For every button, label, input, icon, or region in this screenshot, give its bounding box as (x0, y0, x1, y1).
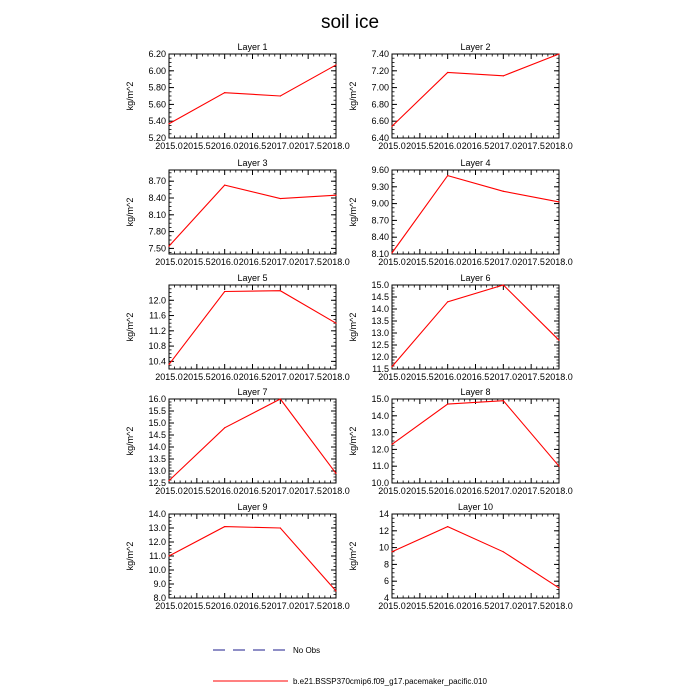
data-point (335, 473, 336, 474)
x-tick-label: 2017.0 (266, 486, 295, 496)
data-point (447, 526, 448, 527)
panel-title: Layer 1 (237, 42, 268, 52)
x-tick-label: 2018.0 (545, 486, 573, 496)
x-tick-label: 2016.5 (238, 486, 267, 496)
y-tick-label: 15.0 (148, 418, 166, 428)
chart-panel-7 (125, 387, 350, 496)
x-tick-label: 2017.0 (266, 257, 295, 267)
x-tick-label: 2016.0 (433, 257, 462, 267)
data-point (391, 252, 392, 253)
y-tick-label: 11.6 (149, 310, 166, 321)
x-tick-label: 2015.0 (378, 257, 406, 267)
x-tick-label: 2015.5 (183, 486, 211, 496)
x-tick-label: 2018.0 (545, 372, 573, 382)
x-tick-label: 2015.5 (183, 601, 211, 611)
chart-panel-1 (125, 42, 350, 151)
x-tick-label: 2015.5 (406, 257, 434, 267)
data-point (224, 185, 225, 186)
x-tick-label: 2016.5 (238, 141, 267, 151)
y-tick-label: 13.0 (371, 427, 389, 438)
x-tick-label: 2016.0 (433, 486, 462, 496)
x-tick-label: 2016.5 (461, 372, 490, 382)
y-axis-label: kg/m^2 (348, 197, 358, 227)
y-tick-label: 12.0 (148, 295, 166, 306)
x-tick-label: 2018.0 (322, 372, 350, 382)
legend-obs-label: No Obs (293, 646, 321, 655)
data-point (503, 551, 504, 552)
figure-title: soil ice (320, 12, 380, 33)
legend-model-label: b.e21.BSSP370cmip6.f09_g17.pacemaker_pacific.010 (293, 677, 487, 686)
y-tick-label: 6.00 (148, 65, 166, 76)
x-tick-label: 2018.0 (545, 257, 573, 267)
x-tick-label: 2016.0 (210, 486, 239, 496)
x-tick-label: 2015.5 (183, 141, 211, 151)
data-point (391, 444, 392, 445)
y-tick-label: 7.80 (148, 226, 166, 237)
series-line (392, 176, 559, 253)
x-tick-label: 2017.0 (489, 372, 518, 382)
data-point (391, 126, 392, 127)
x-tick-label: 2015.0 (378, 141, 406, 151)
y-tick-label: 8.70 (148, 176, 166, 187)
y-tick-label: 6.60 (371, 116, 389, 127)
y-tick-label: 12.0 (371, 444, 389, 455)
y-tick-label: 9.60 (371, 165, 389, 175)
chart-panel-8 (348, 387, 573, 496)
data-point (168, 123, 169, 124)
y-axis-label: kg/m^2 (348, 426, 358, 456)
y-tick-label: 10.8 (148, 341, 166, 352)
panel-title: Layer 2 (460, 42, 491, 52)
panel-title: Layer 4 (460, 158, 491, 168)
x-tick-label: 2015.5 (406, 372, 434, 382)
y-tick-label: 13.5 (148, 454, 166, 464)
data-point (335, 590, 336, 591)
series-line (169, 291, 336, 365)
y-tick-label: 11.0 (372, 461, 389, 472)
y-tick-label: 12.0 (371, 352, 389, 362)
y-tick-label: 14.5 (148, 430, 166, 440)
x-tick-label: 2018.0 (322, 601, 350, 611)
data-point (503, 284, 504, 285)
y-tick-label: 6 (383, 576, 389, 587)
y-tick-label: 15.0 (371, 394, 389, 404)
data-point (224, 92, 225, 93)
data-point (558, 340, 559, 341)
x-tick-label: 2015.5 (183, 257, 211, 267)
plot-frame (169, 54, 336, 138)
x-tick-label: 2016.5 (238, 257, 267, 267)
data-point (168, 555, 169, 556)
plot-frame (392, 54, 559, 138)
data-point (280, 527, 281, 528)
plot-frame (169, 285, 336, 369)
x-tick-label: 2017.0 (489, 141, 518, 151)
data-point (391, 551, 392, 552)
y-tick-label: 13.0 (148, 466, 166, 476)
y-tick-label: 15.0 (371, 280, 389, 290)
y-tick-label: 11.0 (149, 551, 166, 561)
data-point (503, 400, 504, 401)
x-tick-label: 2016.5 (461, 486, 490, 496)
plot-frame (392, 285, 559, 369)
chart-panel-4 (348, 158, 573, 267)
data-point (280, 398, 281, 399)
x-tick-label: 2017.5 (517, 141, 545, 151)
y-tick-label: 8.40 (148, 193, 166, 203)
data-point (503, 191, 504, 192)
y-tick-label: 13.0 (148, 523, 166, 533)
x-tick-label: 2015.5 (183, 372, 211, 382)
x-tick-label: 2017.5 (294, 257, 322, 267)
x-tick-label: 2017.0 (489, 257, 518, 267)
series-line (392, 527, 559, 588)
y-tick-label: 10.4 (148, 356, 166, 367)
series-line (392, 401, 559, 467)
x-tick-label: 2015.5 (406, 486, 434, 496)
x-tick-label: 2017.5 (294, 601, 322, 611)
y-tick-label: 11.5 (372, 364, 389, 374)
data-point (224, 526, 225, 527)
x-tick-label: 2017.0 (266, 601, 295, 611)
data-point (447, 403, 448, 404)
data-point (168, 480, 169, 481)
y-tick-label: 14.0 (148, 442, 166, 452)
plot-frame (392, 399, 559, 483)
y-tick-label: 6.20 (148, 49, 166, 59)
x-tick-label: 2016.0 (210, 372, 239, 382)
data-point (168, 246, 169, 247)
data-point (503, 75, 504, 76)
data-point (558, 587, 559, 588)
data-point (558, 466, 559, 467)
series-line (169, 65, 336, 124)
y-tick-label: 10.0 (148, 565, 166, 575)
data-point (335, 195, 336, 196)
y-tick-label: 13.0 (371, 328, 389, 338)
x-tick-label: 2015.5 (406, 601, 434, 611)
y-axis-label: kg/m^2 (125, 312, 135, 342)
x-tick-label: 2016.0 (433, 372, 462, 382)
x-tick-label: 2017.5 (517, 486, 545, 496)
y-tick-label: 10.0 (371, 478, 389, 488)
y-axis-label: kg/m^2 (348, 541, 358, 571)
y-axis-label: kg/m^2 (348, 312, 358, 342)
y-tick-label: 14.0 (371, 304, 389, 314)
x-tick-label: 2015.0 (155, 601, 183, 611)
y-tick-label: 7.00 (371, 82, 389, 93)
chart-panel-6 (348, 273, 573, 382)
y-tick-label: 14.0 (371, 410, 389, 421)
x-tick-label: 2016.0 (433, 141, 462, 151)
y-tick-label: 12.5 (148, 478, 166, 488)
x-tick-label: 2015.0 (155, 486, 183, 496)
x-tick-label: 2018.0 (545, 141, 573, 151)
y-tick-label: 12.0 (148, 537, 166, 547)
y-tick-label: 8 (383, 559, 389, 570)
series-line (392, 285, 559, 367)
data-point (447, 175, 448, 176)
y-axis-label: kg/m^2 (125, 426, 135, 456)
data-point (335, 64, 336, 65)
x-tick-label: 2018.0 (322, 257, 350, 267)
y-tick-label: 10 (378, 542, 389, 553)
y-axis-label: kg/m^2 (125, 81, 135, 111)
data-point (447, 301, 448, 302)
y-tick-label: 5.60 (148, 99, 166, 110)
y-tick-label: 15.5 (148, 406, 166, 416)
x-tick-label: 2016.5 (461, 257, 490, 267)
x-tick-label: 2017.5 (517, 601, 545, 611)
x-tick-label: 2016.5 (461, 141, 490, 151)
y-tick-label: 8.40 (371, 232, 389, 243)
x-tick-label: 2018.0 (545, 601, 573, 611)
y-tick-label: 8.70 (371, 215, 389, 226)
panels (125, 42, 573, 611)
plot-frame (169, 399, 336, 483)
x-tick-label: 2018.0 (322, 486, 350, 496)
data-point (335, 323, 336, 324)
x-tick-label: 2017.5 (294, 486, 322, 496)
series-line (392, 54, 559, 126)
x-tick-label: 2016.0 (210, 257, 239, 267)
y-tick-label: 14.0 (148, 509, 166, 519)
y-tick-label: 5.20 (148, 133, 166, 143)
x-tick-label: 2016.5 (238, 601, 267, 611)
panel-title: Layer 8 (460, 387, 491, 397)
y-tick-label: 13.5 (371, 316, 389, 326)
chart-panel-10 (348, 502, 573, 611)
plot-frame (392, 170, 559, 254)
y-tick-label: 6.80 (371, 99, 389, 110)
y-tick-label: 9.0 (153, 579, 166, 589)
chart-panel-5 (125, 273, 350, 382)
chart-panel-2 (348, 42, 573, 151)
panel-title: Layer 3 (237, 158, 268, 168)
data-point (224, 427, 225, 428)
y-tick-label: 8.10 (371, 249, 389, 259)
x-tick-label: 2017.5 (294, 372, 322, 382)
data-point (280, 198, 281, 199)
chart-panel-3 (125, 158, 350, 267)
x-tick-label: 2016.5 (461, 601, 490, 611)
x-tick-label: 2016.0 (433, 601, 462, 611)
x-tick-label: 2015.5 (406, 141, 434, 151)
x-tick-label: 2017.0 (489, 486, 518, 496)
y-axis-label: kg/m^2 (125, 541, 135, 571)
x-tick-label: 2015.0 (155, 141, 183, 151)
x-tick-label: 2017.5 (517, 372, 545, 382)
x-tick-label: 2018.0 (322, 141, 350, 151)
legend (213, 646, 487, 686)
data-point (447, 72, 448, 73)
y-tick-label: 9.30 (371, 181, 389, 192)
y-tick-label: 12 (378, 525, 389, 536)
y-tick-label: 6.40 (371, 133, 389, 143)
x-tick-label: 2015.0 (155, 372, 183, 382)
panel-title: Layer 10 (457, 502, 494, 512)
chart-panel-9 (125, 502, 350, 611)
y-tick-label: 8.0 (153, 593, 166, 603)
x-tick-label: 2016.0 (210, 141, 239, 151)
y-tick-label: 11.2 (149, 325, 166, 336)
y-tick-label: 12.5 (371, 340, 389, 350)
y-tick-label: 16.0 (148, 394, 166, 404)
panel-title: Layer 6 (460, 273, 491, 283)
x-tick-label: 2017.0 (266, 372, 295, 382)
x-tick-label: 2017.5 (294, 141, 322, 151)
data-point (558, 53, 559, 54)
data-point (280, 95, 281, 96)
y-tick-label: 8.10 (148, 209, 166, 220)
y-tick-label: 7.20 (371, 65, 389, 76)
y-tick-label: 5.40 (148, 116, 166, 127)
plot-frame (392, 514, 559, 598)
y-axis-label: kg/m^2 (125, 197, 135, 227)
series-line (169, 399, 336, 481)
x-tick-label: 2016.0 (210, 601, 239, 611)
panel-title: Layer 5 (237, 273, 268, 283)
x-tick-label: 2017.0 (266, 141, 295, 151)
x-tick-label: 2015.0 (155, 257, 183, 267)
data-point (558, 201, 559, 202)
series-line (169, 185, 336, 246)
plot-frame (169, 514, 336, 598)
y-tick-label: 5.80 (148, 82, 166, 93)
y-tick-label: 9.00 (371, 198, 389, 209)
plot-frame (169, 170, 336, 254)
y-axis-label: kg/m^2 (348, 81, 358, 111)
y-tick-label: 7.50 (148, 243, 166, 254)
y-tick-label: 14 (378, 509, 389, 519)
x-tick-label: 2016.5 (238, 372, 267, 382)
data-point (168, 364, 169, 365)
panel-title: Layer 7 (237, 387, 268, 397)
panel-title: Layer 9 (237, 502, 268, 512)
x-tick-label: 2017.0 (489, 601, 518, 611)
series-line (169, 527, 336, 591)
x-tick-label: 2015.0 (378, 486, 406, 496)
x-tick-label: 2015.0 (378, 601, 406, 611)
y-tick-label: 7.40 (371, 49, 389, 59)
data-point (391, 366, 392, 367)
data-point (280, 290, 281, 291)
y-tick-label: 4 (383, 593, 389, 603)
x-tick-label: 2017.5 (517, 257, 545, 267)
data-point (224, 291, 225, 292)
y-tick-label: 14.5 (371, 292, 389, 302)
x-tick-label: 2015.0 (378, 372, 406, 382)
